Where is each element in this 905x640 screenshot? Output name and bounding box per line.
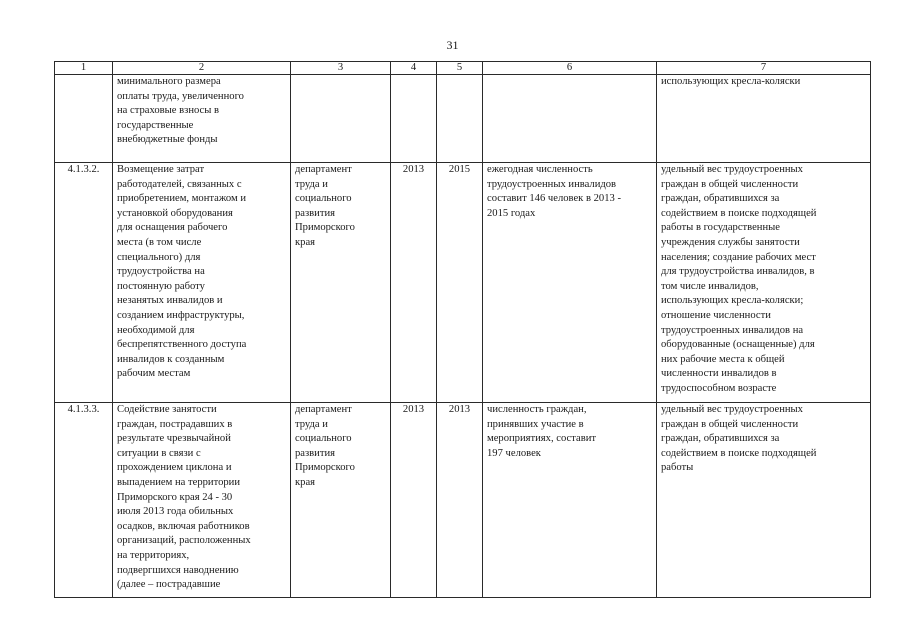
- measure-executor: департамент труда и социального развития Приморского края: [291, 163, 391, 403]
- expected-result: ежегодная численность трудоустроенных инвалидов составит 146 человек в 2013 - 2015 годах: [483, 163, 657, 403]
- table-row: [55, 403, 871, 598]
- measure-name: минимального размера оплаты труда, увеличенного на страховые взносы в государственные внебюджетные фонды: [113, 75, 291, 163]
- program-measures-table: [54, 61, 871, 598]
- measure-name: Возмещение затрат работодателей, связанных с приобретением, монтажом и установкой оборудования для оснащения рабочего места (в том числе специального) для трудоустройства на постоянную работу незанятых инвалидов и созданием инфраструктуры, необходимой для беспрепятственного доступа инвалидов к созданным рабочим местам: [113, 163, 291, 403]
- measure-executor: [291, 75, 391, 163]
- start-year: [391, 75, 437, 163]
- start-year: 2013: [391, 403, 437, 598]
- target-indicator: удельный вес трудоустроенных граждан в общей численности граждан, обратившихся за содействием в поиске подходящей работы в государственные учреждения службы занятости населения; создание рабочих мест для трудоустройства инвалидов, в том числе инвалидов, использующих кресла-коляски; отношение численности трудоустроенных инвалидов на оборудованные (оснащенные) для них рабочие места к общей численности инвалидов в трудоспособном возрасте: [657, 163, 871, 403]
- end-year: [437, 75, 483, 163]
- end-year: 2015: [437, 163, 483, 403]
- start-year: 2013: [391, 163, 437, 403]
- table-row: [55, 75, 871, 163]
- measure-name: Содействие занятости граждан, пострадавших в результате чрезвычайной ситуации в связи с прохождением циклона и выпадением на территории Приморского края 24 - 30 июля 2013 года обильных осадков, включая работников организаций, расположенных на территориях, подвергшихся наводнению (далее – пострадавшие: [113, 403, 291, 598]
- col-header-7: 7: [657, 62, 871, 75]
- col-header-1: 1: [55, 62, 113, 75]
- end-year: 2013: [437, 403, 483, 598]
- measure-number: [55, 75, 113, 163]
- expected-result: [483, 75, 657, 163]
- column-number-row: [55, 62, 871, 75]
- table-row: [55, 163, 871, 403]
- expected-result: численность граждан, принявших участие в мероприятиях, составит 197 человек: [483, 403, 657, 598]
- target-indicator: удельный вес трудоустроенных граждан в общей численности граждан, обратившихся за содействием в поиске подходящей работы: [657, 403, 871, 598]
- page-number: 31: [446, 38, 459, 52]
- col-header-4: 4: [391, 62, 437, 75]
- measure-executor: департамент труда и социального развития Приморского края: [291, 403, 391, 598]
- col-header-6: 6: [483, 62, 657, 75]
- col-header-3: 3: [291, 62, 391, 75]
- measure-number: 4.1.3.3.: [55, 403, 113, 598]
- col-header-5: 5: [437, 62, 483, 75]
- measure-number: 4.1.3.2.: [55, 163, 113, 403]
- target-indicator: использующих кресла-коляски: [657, 75, 871, 163]
- col-header-2: 2: [113, 62, 291, 75]
